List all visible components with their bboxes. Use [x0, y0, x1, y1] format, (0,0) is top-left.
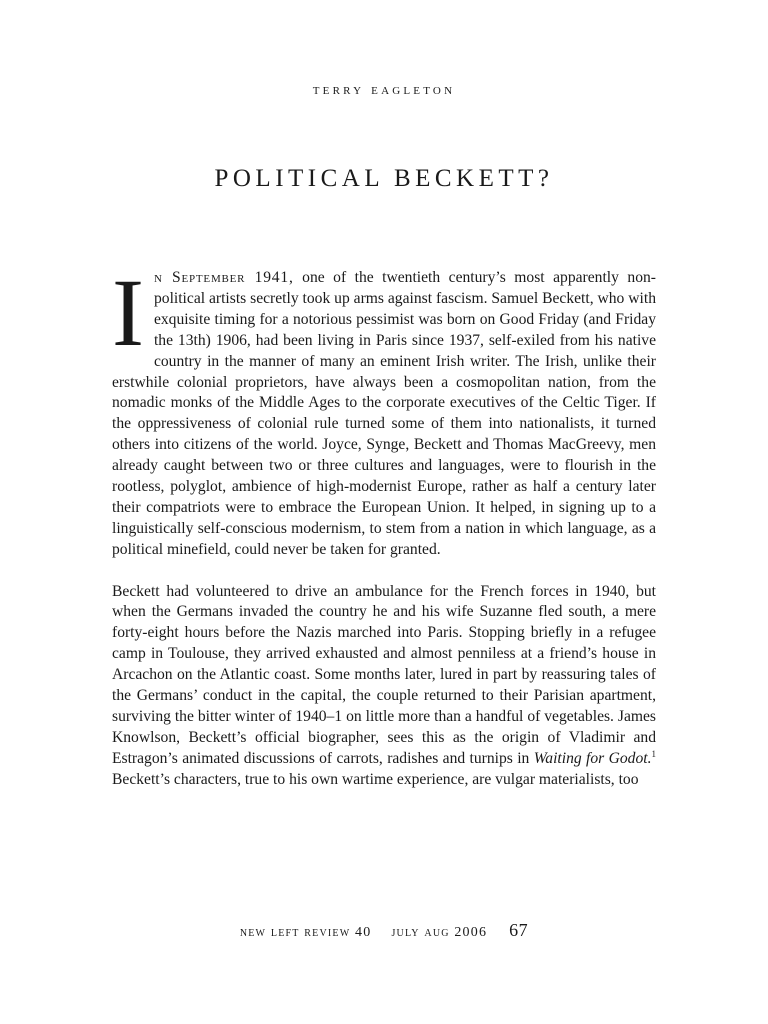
issue-date: july aug 2006 [391, 925, 488, 940]
author-name: terry eagleton [312, 82, 456, 98]
article-body [112, 259, 656, 812]
article-title: POLITICAL BECKETT? [214, 165, 554, 192]
drop-cap: I [112, 259, 144, 366]
page-number: 67 [509, 920, 529, 940]
paragraph-2-text: Beckett had volunteered to drive an ambulance for the French forces in 1940, but when the Germans invaded the country he and his wife Suzanne fled south, a mere forty-eight hours before the Nazis marched into Paris. Stopping briefly in a refugee camp in Toulouse, they arrived exhausted and almost penniless at a friend’s house in Arcachon on the Atlantic coast. Some months later, lured in part by reassuring tales of the Germans’ conduct in the capital, the couple returned to their Parisian apartment, surviving the bitter winter of 1940–1 on little more than a handful of vegetables. James Knowlson, Beckett’s official biographer, sees this as the origin of Vladimir and Estragon’s animated discussions of carrots, radishes and turnips in [112, 582, 656, 767]
book-title-italic: Waiting for Godot. [533, 749, 652, 767]
footnote-marker[interactable]: 1 [651, 748, 656, 759]
lead-in-small-caps: n September 1941, [153, 269, 294, 286]
paragraph-1 [112, 259, 656, 561]
journal-name: new left review 40 [239, 925, 372, 940]
paragraph-2 [112, 582, 656, 791]
paragraph-1-text: one of the twentieth century’s most apparently non-political artists secretly took up arms against fascism. Samuel Beckett, who with exquisite timing for a notorious pessimist was born on Good Friday (and Friday the 13th) 1906, had been living in Paris since 1937, self-exiled from his native country in the manner of many an eminent Irish writer. The Irish, unlike their erstwhile colonial proprietors, have always been a cosmopolitan nation, from the nomadic monks of the Middle Ages to the corporate executives of the Celtic Tiger. If the oppressiveness of colonial rule turned some of them into nationalists, it turned others into citizens of the world. Joyce, Synge, Beckett and Thomas MacGreevy, men already caught between two or three cultures and languages, were to flourish in the rootless, polyglot, ambience of high-modernist Europe, rather as half a century later their compatriots were to embrace the European Union. It helped, in signing up to a linguistically self-conscious modernism, to stem from a nation in which language, as a political minefield, could never be taken for granted. [112, 269, 656, 558]
page-footer [0, 920, 768, 941]
paragraph-2-tail: Beckett’s characters, true to his own wartime experience, are vulgar materialists, too [112, 770, 639, 788]
